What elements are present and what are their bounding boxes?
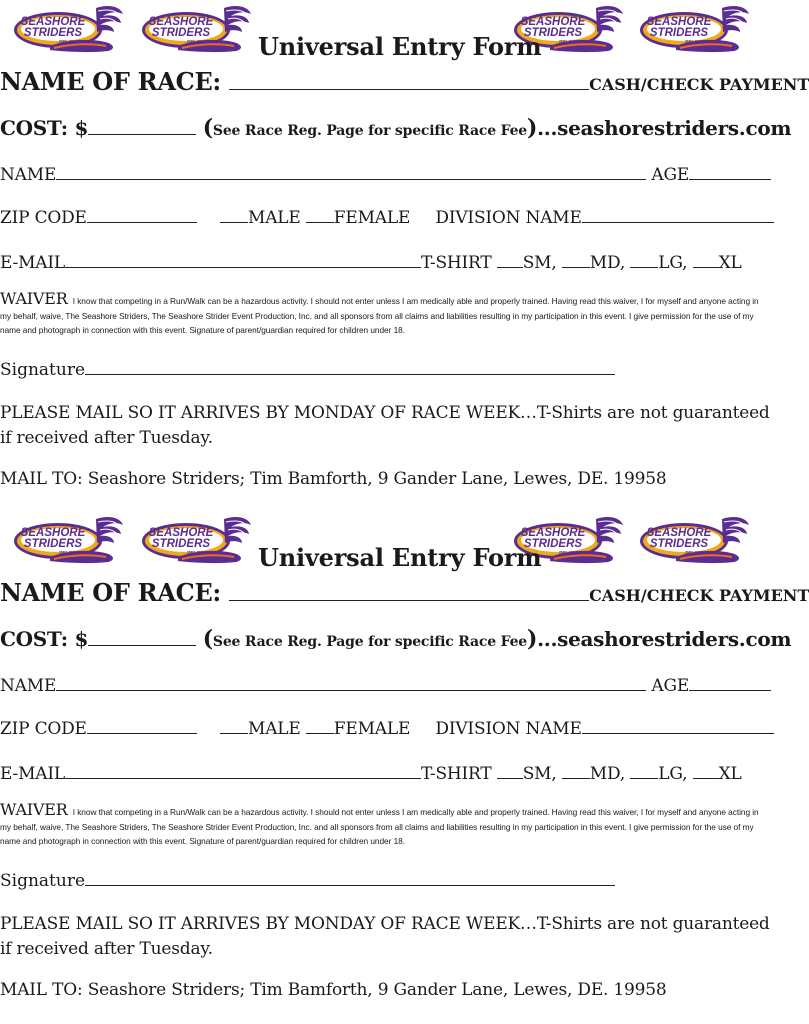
email-tshirt-row: [0, 762, 742, 784]
logo-sub-text: DELAWARE: [187, 550, 213, 555]
signature-row: [0, 358, 615, 380]
cost-field[interactable]: [88, 626, 196, 646]
logo-top-text: SEASHORE: [148, 16, 214, 28]
waiver-label: WAIVER: [0, 289, 68, 308]
tshirt-label: T-SHIRT: [420, 764, 492, 785]
logo-top-text: SEASHORE: [520, 527, 586, 539]
signature-row: [0, 869, 615, 891]
waiver-label: WAIVER: [0, 800, 68, 819]
division-field[interactable]: [582, 717, 774, 734]
logo-sub-text: DELAWARE: [559, 550, 585, 555]
race-name-field[interactable]: [229, 577, 589, 601]
zip-field[interactable]: [87, 206, 197, 223]
form-title: Universal Entry Form: [258, 32, 542, 61]
zip-gender-division-row: [0, 717, 774, 739]
name-label: NAME: [0, 165, 57, 186]
seashore-striders-logo-graphic: [138, 513, 254, 567]
logo-bottom-text: STRIDERS: [649, 27, 709, 39]
entry-form-bottom: [0, 511, 809, 1023]
logo-1: [10, 2, 126, 56]
logo-4: [636, 513, 752, 567]
tshirt-label: T-SHIRT: [420, 253, 492, 274]
form-title: Universal Entry Form: [258, 543, 542, 572]
female-label: FEMALE: [333, 208, 411, 229]
website-text: ...seashorestriders.com: [537, 116, 792, 140]
logo-sub-text: DELAWARE: [187, 39, 213, 44]
tshirt-sm-label: SM,: [522, 253, 557, 274]
seashore-striders-logo-graphic: [138, 2, 254, 56]
seashore-striders-logo-graphic: [10, 513, 126, 567]
logo-sub-text: DELAWARE: [685, 550, 711, 555]
tshirt-lg-label: LG,: [658, 253, 688, 274]
email-tshirt-row: [0, 251, 742, 273]
tshirt-md-line[interactable]: [562, 251, 590, 268]
age-field[interactable]: [689, 674, 771, 691]
mail-deadline-note: PLEASE MAIL SO IT ARRIVES BY MONDAY OF RACE WEEK…T-Shirts are not guaranteed if received after Tuesday.: [0, 914, 770, 959]
waiver-block: [0, 289, 770, 337]
female-label: FEMALE: [333, 719, 411, 740]
tshirt-lg-line[interactable]: [630, 762, 658, 779]
cost-row: [0, 115, 791, 141]
cost-note: See Race Reg. Page for specific Race Fee: [212, 123, 528, 139]
name-row: [0, 163, 771, 185]
logo-top-text: SEASHORE: [148, 527, 214, 539]
signature-label: Signature: [0, 871, 86, 892]
logo-1: [10, 513, 126, 567]
division-field[interactable]: [582, 206, 774, 223]
logo-top-text: SEASHORE: [20, 16, 86, 28]
name-label: NAME: [0, 676, 57, 697]
division-label: DIVISION NAME: [435, 208, 582, 229]
tshirt-sm-line[interactable]: [497, 762, 523, 779]
zip-gender-division-row: [0, 206, 774, 228]
cost-note-close: ): [527, 626, 538, 652]
zip-label: ZIP CODE: [0, 208, 87, 229]
logo-top-text: SEASHORE: [646, 527, 712, 539]
zip-field[interactable]: [87, 717, 197, 734]
logo-top-text: SEASHORE: [646, 16, 712, 28]
signature-field[interactable]: [85, 869, 615, 886]
race-name-field[interactable]: [229, 66, 589, 90]
cost-label: COST: $: [0, 627, 89, 651]
mail-to-address: MAIL TO: Seashore Striders; Tim Bamforth, 9 Gander Lane, Lewes, DE. 19958: [0, 469, 667, 489]
seashore-striders-logo-graphic: [10, 2, 126, 56]
male-label: MALE: [247, 208, 301, 229]
email-label: E-MAIL: [0, 764, 65, 785]
logo-bottom-text: STRIDERS: [649, 538, 709, 550]
logo-2: [138, 2, 254, 56]
logo-4: [636, 2, 752, 56]
logo-sub-text: DELAWARE: [59, 39, 85, 44]
male-checkbox-line[interactable]: [220, 717, 248, 734]
logo-sub-text: DELAWARE: [559, 39, 585, 44]
logo-top-text: SEASHORE: [520, 16, 586, 28]
age-label: AGE: [651, 165, 690, 186]
name-field[interactable]: [56, 163, 646, 180]
logo-sub-text: DELAWARE: [685, 39, 711, 44]
cost-field[interactable]: [88, 115, 196, 135]
tshirt-xl-label: XL: [718, 253, 742, 274]
logo-2: [138, 513, 254, 567]
payment-label: CASH/CHECK PAYMENT: [589, 585, 809, 605]
seashore-striders-logo-graphic: [636, 513, 752, 567]
cost-label: COST: $: [0, 116, 89, 140]
tshirt-md-label: MD,: [589, 253, 626, 274]
cost-note-close: ): [527, 115, 538, 141]
logo-top-text: SEASHORE: [20, 527, 86, 539]
email-label: E-MAIL: [0, 253, 65, 274]
division-label: DIVISION NAME: [435, 719, 582, 740]
logo-bottom-text: STRIDERS: [23, 538, 83, 550]
race-name-row: [0, 66, 809, 96]
logo-bottom-text: STRIDERS: [523, 538, 583, 550]
tshirt-xl-label: XL: [718, 764, 742, 785]
logo-sub-text: DELAWARE: [59, 550, 85, 555]
waiver-block: [0, 800, 770, 848]
tshirt-lg-line[interactable]: [630, 251, 658, 268]
signature-label: Signature: [0, 360, 86, 381]
age-label: AGE: [651, 676, 690, 697]
cost-note: See Race Reg. Page for specific Race Fee: [212, 634, 528, 650]
name-field[interactable]: [56, 674, 646, 691]
zip-label: ZIP CODE: [0, 719, 87, 740]
mail-to-address: MAIL TO: Seashore Striders; Tim Bamforth, 9 Gander Lane, Lewes, DE. 19958: [0, 980, 667, 1000]
tshirt-md-line[interactable]: [562, 762, 590, 779]
tshirt-sm-line[interactable]: [497, 251, 523, 268]
tshirt-xl-line[interactable]: [693, 251, 719, 268]
female-checkbox-line[interactable]: [306, 206, 334, 223]
tshirt-sm-label: SM,: [522, 764, 557, 785]
tshirt-md-label: MD,: [589, 764, 626, 785]
seashore-striders-logo-graphic: [636, 2, 752, 56]
waiver-text: I know that competing in a Run/Walk can be a hazardous activity. I should not enter unless I am medically able and properly trained. Having read this waiver, I for myself and anyone acting in my behalf, waive, The Seashore Striders, The Seashore Strider Event Production, Inc. and all sponsors from all claims and liabilities resulting in my participation in this event. I give permission for the use of my name and photograph in connection with this event. Signature of parent/guardian required for children under 18.: [0, 296, 759, 335]
race-name-label: NAME OF RACE:: [0, 577, 221, 607]
logo-bottom-text: STRIDERS: [23, 27, 83, 39]
mail-deadline-note: PLEASE MAIL SO IT ARRIVES BY MONDAY OF RACE WEEK…T-Shirts are not guaranteed if received after Tuesday.: [0, 403, 770, 448]
tshirt-lg-label: LG,: [658, 764, 688, 785]
logo-bottom-text: STRIDERS: [523, 27, 583, 39]
email-field[interactable]: [65, 762, 421, 779]
tshirt-xl-line[interactable]: [693, 762, 719, 779]
male-label: MALE: [247, 719, 301, 740]
waiver-text: I know that competing in a Run/Walk can be a hazardous activity. I should not enter unless I am medically able and properly trained. Having read this waiver, I for myself and anyone acting in my behalf, waive, The Seashore Striders, The Seashore Strider Event Production, Inc. and all sponsors from all claims and liabilities resulting in my participation in this event. I give permission for the use of my name and photograph in connection with this event. Signature of parent/guardian required for children under 18.: [0, 807, 759, 846]
logo-bottom-text: STRIDERS: [151, 538, 211, 550]
email-field[interactable]: [65, 251, 421, 268]
age-field[interactable]: [689, 163, 771, 180]
name-row: [0, 674, 771, 696]
cost-note-open: (: [202, 626, 213, 652]
logo-bottom-text: STRIDERS: [151, 27, 211, 39]
female-checkbox-line[interactable]: [306, 717, 334, 734]
website-text: ...seashorestriders.com: [537, 627, 792, 651]
cost-row: [0, 626, 791, 652]
signature-field[interactable]: [85, 358, 615, 375]
race-name-row: [0, 577, 809, 607]
male-checkbox-line[interactable]: [220, 206, 248, 223]
payment-label: CASH/CHECK PAYMENT: [589, 74, 809, 94]
cost-note-open: (: [202, 115, 213, 141]
race-name-label: NAME OF RACE:: [0, 66, 221, 96]
